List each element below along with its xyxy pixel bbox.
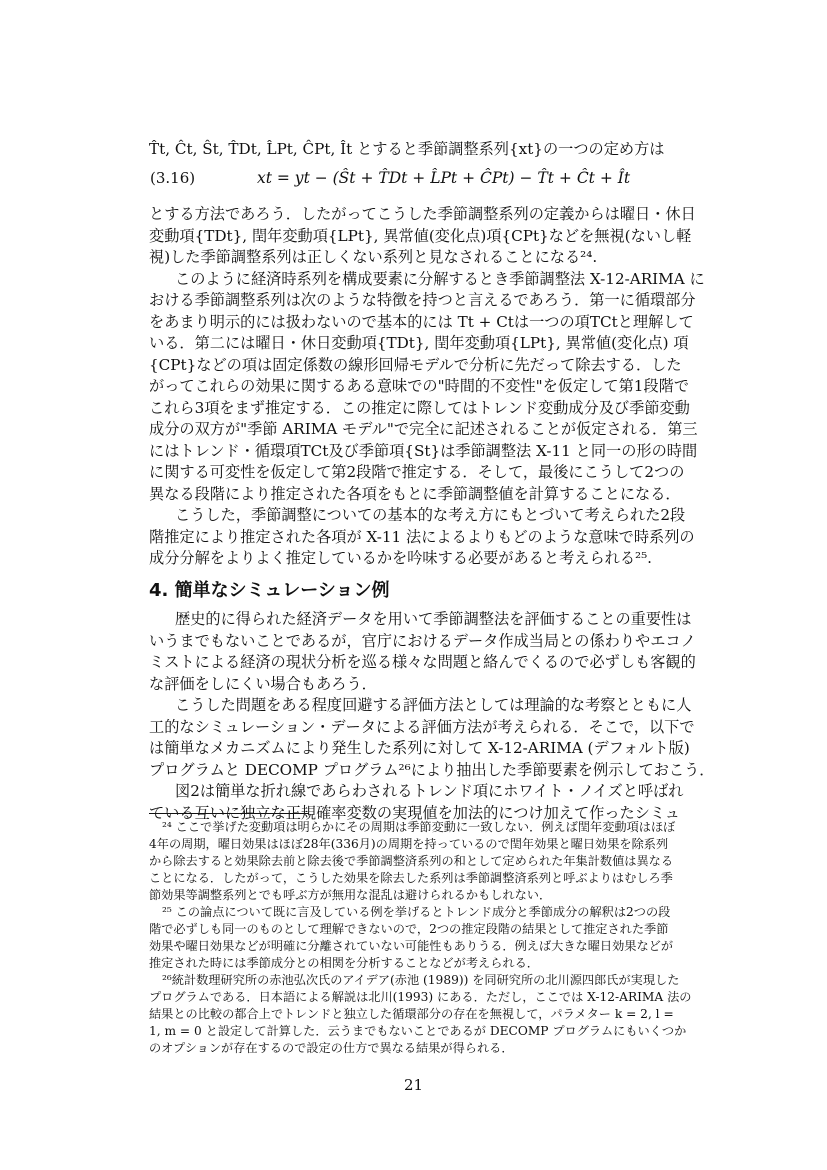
text-line: 工的なシミュレーション・データによる評価方法が考えられる．そこで，以下で [149, 718, 695, 736]
text-line: をあまり明示的には扱わないので基本的には Tt + Ctは一つの項TCtと理解して [149, 313, 694, 331]
text-line: 成分分解をよりよく推定しているかを吟味する必要があると考えられる²⁵. [149, 549, 653, 567]
footnote-line: ことになる．したがって，こうした効果を除去した系列は季節調整済系列と呼ぶよりはむしろ季 [149, 871, 673, 885]
footnote-rule [149, 813, 309, 814]
text-line: 階推定により推定された各項が X-11 法によるよりもどのような意味で時系列の [149, 528, 695, 546]
equation-number: (3.16) [150, 169, 196, 187]
footnote-line: から除去すると効果除去前と除去後で季節調整済系列の和として定められた年集計数値は異なる [149, 854, 674, 868]
equation: xt = yt − (Ŝt + T̂Dt + L̂Pt + ĈPt) − T̂t + Ĉt + Ît [257, 169, 631, 187]
text-line: 歴史的に得られた経済データを用いて季節調整法を評価することの重要性は [175, 610, 692, 628]
text-line: がってこれらの効果に関するある意味での"時間的不変性"を仮定して第1段階で [149, 377, 690, 395]
text-line: とする方法であろう．したがってこうした季節調整系列の定義からは曜日・休日 [149, 205, 696, 223]
text-line: こうした，季節調整についての基本的な考え方にもとづいて考えられた2段 [175, 506, 686, 524]
footnote-line: ²⁴ ここで挙げた変動項は明らかにその周期は季節変動に一致しない．例えば閏年変動項はほぼ [162, 820, 676, 834]
text-line: に関する可変性を仮定して第2段階で推定する．そして，最後にこうして2つの [149, 463, 685, 481]
text-line: いる．第二には曜日・休日変動項{TDt}, 閏年変動項{LPt}, 異常値(変化点) 項 [149, 334, 689, 352]
footnote-line: のオプションが存在するので設定の仕方で異なる結果が得られる． [149, 1041, 514, 1055]
text-line: 異なる段階により推定された各項をもとに季節調整値を計算することになる． [149, 485, 681, 503]
text-line: 変動項{TDt}, 閏年変動項{LPt}, 異常値(変化点)項{CPt}などを無視(ないし軽 [149, 227, 692, 245]
footnote-line: ²⁶統計数理研究所の赤池弘次氏のアイデア(赤池 (1989)) を同研究所の北川源四郎氏が実現した [162, 973, 680, 987]
text-line: な評価をしにくい場合もあろう． [149, 675, 377, 693]
text-line: このように経済時系列を構成要素に分解するとき季節調整法 X-12-ARIMA に [175, 270, 705, 288]
footnote-line: 結果との比較の都合上でトレンドと独立した循環部分の存在を無視して，パラメター k = 2, l = [149, 1007, 674, 1021]
footnote-line: 階で必ずしも同一のものとして理解できないので，2つの推定段階の結果として推定された季節 [149, 922, 669, 936]
text-line: おける季節調整系列は次のような特徴を持つと言えるであろう．第一に循環部分 [149, 291, 696, 309]
text-line: ている互いに独立な正規確率変数の実現値を加法的につけ加えて作ったシミュ [149, 804, 680, 822]
text-line: ミストによる経済の現状分析を巡る様々な問題と絡んでくるので必ずしも客観的 [149, 653, 696, 671]
text-line: T̂t, Ĉt, Ŝt, T̂Dt, L̂Pt, ĈPt, Ît とすると季節調整系列{xt}の一つの定め方は [149, 140, 665, 158]
footnote-line: プログラムである．日本語による解説は北川(1993) にある．ただし，ここでは X-12-ARIMA 法の [149, 990, 692, 1004]
footnote-line: ²⁵ この論点について既に言及している例を挙げるとトレンド成分と季節成分の解釈は2つの段 [162, 905, 671, 919]
text-line: プログラムと DECOMP プログラム²⁶により抽出した季節要素を例示しておこう． [149, 761, 715, 779]
footnote-line: 効果や曜日効果などが明確に分離されていない可能性もありうる．例えば大きな曜日効果などが [149, 939, 674, 953]
section-heading: 4. 簡単なシミュレーション例 [149, 580, 390, 601]
footnote-line: 1, m = 0 と設定して計算した．云うまでもないことであるが DECOMP プログラムにもいくつか [149, 1024, 687, 1038]
text-line: {CPt}などの項は固定係数の線形回帰モデルで分析に先だって除去する．した [149, 356, 682, 374]
footnote-line: 節効果等調整系列とでも呼ぶ方が無用な混乱は避けられるかもしれない． [149, 888, 552, 902]
text-line: こうした問題をある程度回避する評価方法としては理論的な考察とともに人 [175, 696, 692, 714]
text-line: 視)した季節調整系列は正しくない系列と見なされることになる²⁴. [149, 248, 598, 266]
text-line: 成分の双方が"季節 ARIMA モデル"で完全に記述されることが仮定される．第三 [149, 420, 698, 438]
footnote-line: 推定された時には季節成分との相関を分析することなどが考えられる． [149, 956, 539, 970]
text-line: いうまでもないことであるが，官庁におけるデータ作成当局との係わりやエコノ [149, 632, 696, 650]
text-line: は簡単なメカニズムにより発生した系列に対して X-12-ARIMA (デフォルト版) [149, 739, 690, 757]
page-number: 21 [403, 1076, 424, 1094]
footnote-line: 4年の周期，曜日効果はほぼ28年(336月)の周期を持っているので閏年効果と曜日効果を除系列 [149, 837, 669, 851]
text-line: にはトレンド・循環項TCt及び季節項{St}は季節調整法 X-11 と同一の形の時間 [149, 442, 698, 460]
text-line: 図2は簡単な折れ線であらわされるトレンド項にホワイト・ノイズと呼ばれ [175, 782, 684, 800]
text-line: これら3項をまず推定する．この推定に際してはトレンド変動成分及び季節変動 [149, 399, 690, 417]
